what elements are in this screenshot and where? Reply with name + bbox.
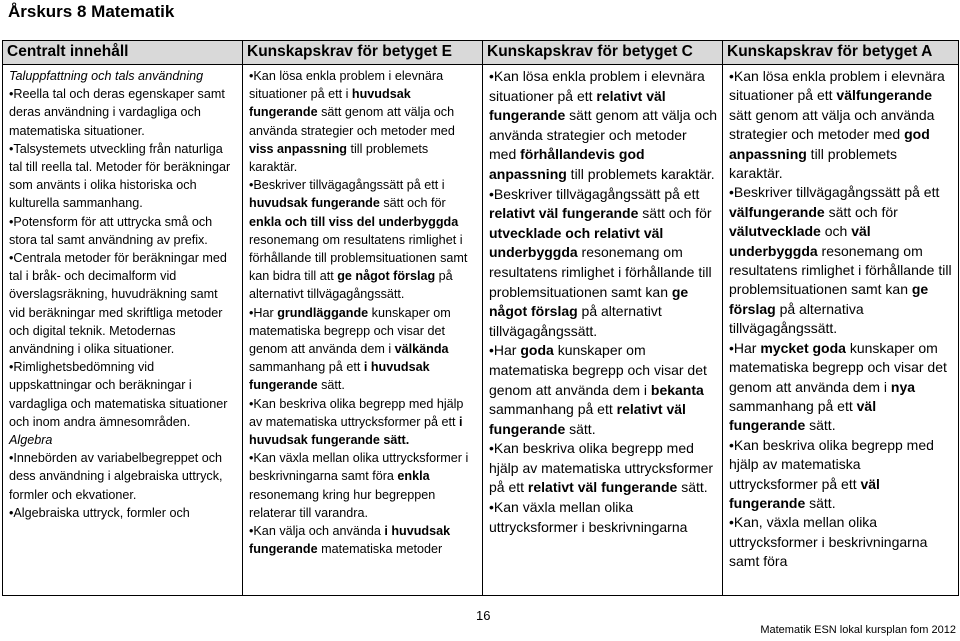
- emphasis-text: enkla och till viss del underbyggda: [249, 214, 459, 229]
- emphasis-text: huvudsak fungerande: [249, 87, 411, 120]
- list-item: [489, 439, 717, 498]
- list-item: [489, 185, 717, 342]
- list-item: [729, 183, 953, 338]
- text-segment: matematiska metoder: [317, 542, 443, 557]
- text-segment: •Kan, växla mellan olika uttrycksformer i beskrivningarna samt föra: [729, 514, 928, 570]
- emphasis-text: relativt väl fungerande: [489, 87, 666, 124]
- text-segment: •Kan lösa enkla problem i elevnära situationer på ett: [729, 68, 945, 104]
- emphasis-text: ge förslag: [729, 281, 929, 317]
- text-segment: •Har: [489, 342, 521, 359]
- text-segment: kunskaper om matematiska begrepp och visar det genom att använda dem i: [489, 342, 707, 398]
- text-segment: sätt genom att välja och använda strategier och metoder med: [729, 106, 935, 143]
- section-heading: Taluppfattning och tals användning: [9, 69, 204, 83]
- emphasis-text: väl fungerande: [729, 397, 877, 434]
- text-segment: sammanhang på ett: [249, 360, 364, 375]
- text-segment: på alternativt tillvägagångssätt.: [489, 303, 662, 339]
- text-segment: •Kan lösa enkla problem i elevnära situationer på ett: [489, 68, 705, 104]
- grade-a-cell: [723, 65, 959, 596]
- text-segment: och: [820, 223, 852, 240]
- emphasis-text: nya: [890, 378, 916, 395]
- header-grade-e: Kunskapskrav för betyget E: [243, 41, 483, 65]
- text-segment: kunskaper om matematiska begrepp och visar det genom att använda dem i: [249, 305, 451, 357]
- text-segment: •Har: [729, 339, 761, 356]
- list-item: •Rimlighetsbedömning vid uppskattningar och beräkningar i vardagliga och matematiska situationer och inom andra ämnesområden.: [9, 360, 228, 429]
- text-segment: •Kan växla mellan olika uttrycksformer i beskrivningarna samt föra: [249, 451, 469, 484]
- list-item: [249, 395, 477, 450]
- text-segment: •Kan beskriva olika begrepp med hjälp av matematiska uttrycksformer på ett: [489, 440, 714, 496]
- list-item: [249, 522, 477, 558]
- emphasis-text: enkla: [397, 469, 430, 484]
- text-segment: sätt och för: [379, 196, 446, 211]
- text-segment: sammanhang på ett: [729, 397, 857, 414]
- list-item: •Potensform för att uttrycka små och stora tal samt användning av prefix.: [9, 214, 213, 247]
- text-segment: •Kan välja och använda: [249, 524, 385, 539]
- emphasis-text: huvudsak fungerande: [249, 196, 380, 211]
- text-segment: sätt genom att välja och använda strategier och metoder med: [249, 105, 455, 138]
- emphasis-text: välkända: [394, 342, 449, 357]
- emphasis-text: grundläggande: [277, 305, 369, 320]
- emphasis-text: bekanta: [650, 381, 704, 398]
- emphasis-text: ge något förslag: [489, 283, 689, 320]
- text-segment: sätt.: [317, 378, 345, 393]
- list-item: [489, 341, 717, 439]
- text-segment: •Kan lösa enkla problem i elevnära situationer på ett i: [249, 69, 444, 102]
- text-segment: sätt.: [565, 420, 596, 437]
- list-item: [729, 513, 953, 571]
- text-segment: sammanhang på ett: [489, 401, 617, 418]
- list-item: [249, 67, 477, 176]
- text-segment: resonemang kring hur begreppen relaterar till varandra.: [249, 487, 436, 520]
- emphasis-text: relativt väl fungerande: [527, 479, 678, 496]
- emphasis-text: förhållandevis god anpassning: [489, 146, 645, 182]
- text-segment: till problemets karaktär.: [249, 141, 429, 175]
- text-segment: •Beskriver tillvägagångssätt på ett: [489, 185, 700, 202]
- text-segment: •Kan växla mellan olika uttrycksformer i beskrivningarna: [489, 499, 688, 535]
- text-segment: sätt.: [805, 494, 836, 511]
- emphasis-text: välutvecklade: [729, 223, 821, 240]
- list-item: [729, 339, 953, 436]
- table-row: [3, 65, 959, 596]
- text-segment: sätt och för: [824, 203, 898, 220]
- list-item: [729, 436, 953, 514]
- section-heading: Algebra: [9, 433, 53, 448]
- header-grade-a: Kunskapskrav för betyget A: [723, 41, 959, 65]
- text-segment: till problemets karaktär.: [566, 165, 715, 182]
- text-segment: till problemets karaktär.: [729, 145, 898, 182]
- emphasis-text: goda: [520, 342, 554, 359]
- emphasis-text: välfungerande: [836, 87, 933, 104]
- text-segment: •Kan beskriva olika begrepp med hjälp av matematiska uttrycksformer på ett: [729, 436, 934, 492]
- text-segment: resonemang om resultatens rimlighet i förhållande till problemsituationen samt kan: [489, 244, 712, 300]
- emphasis-text: relativt väl fungerande: [489, 401, 686, 437]
- emphasis-text: utvecklade och relativt väl underbyggda: [489, 224, 664, 261]
- text-segment: sätt genom att välja och använda strategier och metoder med: [489, 107, 717, 163]
- list-item: [489, 67, 717, 185]
- emphasis-text: väl underbyggda: [729, 223, 871, 259]
- emphasis-text: i huvudsak fungerande sätt.: [249, 414, 463, 448]
- header-grade-c: Kunskapskrav för betyget C: [483, 41, 723, 65]
- list-item: [489, 498, 717, 537]
- footer-text: Matematik ESN lokal kursplan fom 2012: [760, 624, 956, 636]
- list-item: [249, 449, 477, 522]
- emphasis-text: viss anpassning: [249, 141, 347, 156]
- page-title: Årskurs 8 Matematik: [8, 2, 175, 21]
- text-segment: •Beskriver tillvägagångssätt på ett: [729, 184, 940, 201]
- list-item: •Reella tal och deras egenskaper samt deras användning i vardagliga och matematiska situationer.: [9, 87, 225, 138]
- emphasis-text: god anpassning: [729, 126, 930, 162]
- text-segment: resonemang om resultatens rimlighet i förhållande till problemsituationen samt kan bidra till att: [249, 232, 468, 284]
- text-segment: på alternativt tillvägagångssätt.: [249, 269, 453, 302]
- text-segment: •Kan beskriva olika begrepp med hjälp av matematiska uttrycksformer på ett: [249, 396, 464, 429]
- text-segment: sätt.: [805, 417, 836, 434]
- list-item: •Innebörden av variabelbegreppet och dess användning i algebraiska uttryck, formler och ekvationer.: [9, 451, 223, 502]
- central-content-cell: [3, 65, 243, 596]
- text-segment: •Har: [249, 305, 278, 320]
- page-number: 16: [476, 608, 491, 623]
- emphasis-text: välfungerande: [729, 203, 825, 220]
- list-item: •Centrala metoder för beräkningar med tal i bråk- och decimalform vid överslagsräkning, huvudräkning samt vid beräkningar med skriftliga metoder och digital teknik. Metodernas användning i olika situationer.: [9, 251, 227, 357]
- emphasis-text: mycket goda: [760, 339, 846, 356]
- list-item: [249, 176, 477, 303]
- emphasis-text: i huvudsak fungerande: [249, 524, 451, 557]
- table-header-row: [3, 41, 959, 65]
- emphasis-text: ge något förslag: [337, 269, 436, 284]
- text-segment: resonemang om resultatens rimlighet i förhållande till problemsituationen samt kan: [729, 242, 952, 298]
- text-segment: kunskaper om matematiska begrepp och visar det genom att använda dem i: [729, 339, 947, 395]
- list-item: [249, 304, 477, 395]
- text-segment: •Beskriver tillvägagångssätt på ett i: [249, 178, 445, 193]
- text-segment: på alternativa tillvägagångssätt.: [729, 300, 864, 337]
- grade-e-cell: [243, 65, 483, 596]
- text-segment: sätt och för: [638, 205, 712, 222]
- curriculum-table: [2, 40, 959, 596]
- list-item: •Algebraiska uttryck, formler och: [9, 505, 190, 520]
- text-segment: sätt.: [677, 479, 708, 496]
- emphasis-text: väl fungerande: [729, 475, 880, 511]
- list-item: •Talsystemets utveckling från naturliga tal till reella tal. Metoder för beräkningar som använts i olika historiska och kulturella sammanhang.: [9, 141, 231, 211]
- grade-c-cell: [483, 65, 723, 596]
- emphasis-text: i huvudsak fungerande: [249, 360, 430, 393]
- header-central-content: Centralt innehåll: [3, 41, 243, 65]
- list-item: [729, 67, 953, 183]
- emphasis-text: relativt väl fungerande: [489, 205, 639, 222]
